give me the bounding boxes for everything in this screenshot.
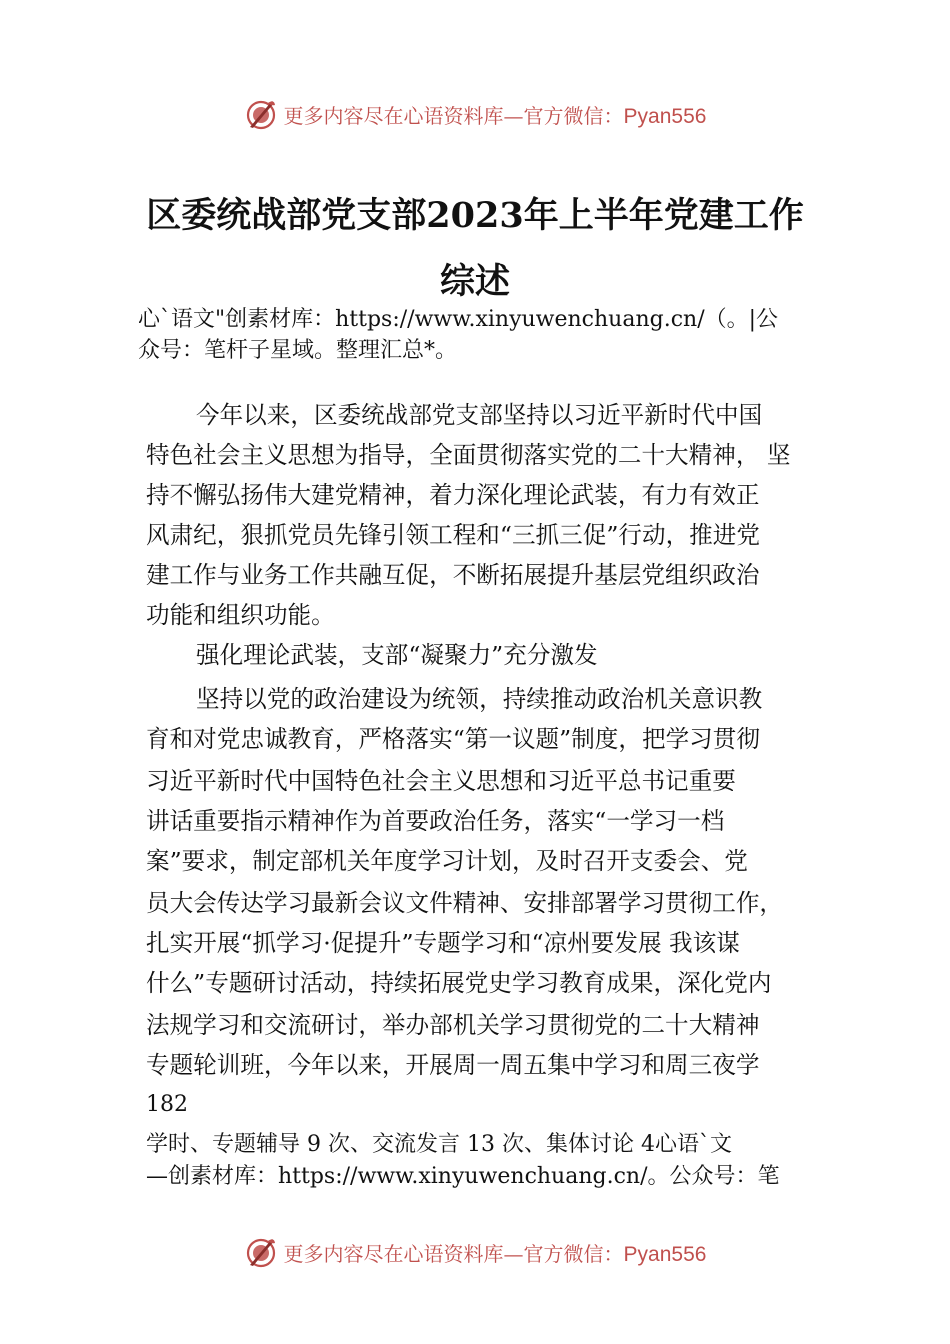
footer-banner — [0, 1232, 950, 1272]
document-title-line-1: 区委统战部党支部2023年上半年党建工作 — [146, 195, 804, 236]
paragraph-line: 今年以来，区委统战部党支部坚持以习近平新时代中国 — [196, 401, 763, 429]
page-number: 182 — [146, 1092, 188, 1117]
paragraph-line: 风肃纪，狠抓党员先锋引领工程和“三抓三促”行动，推进党 — [146, 521, 760, 549]
paragraph-line: 特色社会主义思想为指导，全面贯彻落实党的二十大精神， 坚 — [146, 441, 791, 469]
paragraph-line: 习近平新时代中国特色社会主义思想和习近平总书记重要 — [146, 767, 736, 795]
paragraph-line: 案”要求，制定部机关年度学习计划，及时召开支委会、党 — [146, 847, 748, 875]
document-title-line-2: 综述 — [439, 261, 510, 302]
banner-text: 更多内容尽在心语资料库—官方微信：Pyan556 — [283, 103, 707, 128]
quill-seal-icon — [244, 1235, 278, 1269]
paragraph-line: 扎实开展“抓学习·促提升”专题学习和“凉州要发展 我该谋 — [146, 929, 740, 957]
paragraph-line: 讲话重要指示精神作为首要政治任务，落实“一学习一档 — [146, 807, 725, 835]
paragraph-line: 功能和组织功能。 — [146, 601, 335, 629]
paragraph-line: 法规学习和交流研讨，举办部机关学习贯彻党的二十大精神 — [146, 1011, 760, 1039]
paragraph-line: 什么”专题研讨活动，持续拓展党史学习教育成果，深化党内 — [146, 969, 772, 997]
paragraph-line: 持不懈弘扬伟大建党精神，着力深化理论武装，有力有效正 — [146, 481, 760, 509]
tail-line-1: 学时、专题辅导 9 次、交流发言 13 次、集体讨论 4心语`文 — [146, 1132, 732, 1157]
paragraph-line: 育和对党忠诚教育，严格落实“第一议题”制度，把学习贯彻 — [146, 725, 760, 753]
header-banner — [0, 94, 950, 134]
paragraph-line: 专题轮训班，今年以来，开展周一周五集中学习和周三夜学 — [146, 1051, 760, 1079]
source-note-line-1: 心`语文"创素材库：https://www.xinyuwenchuang.cn/（。|公 — [138, 307, 779, 332]
paragraph-line: 坚持以党的政治建设为统领，持续推动政治机关意识教 — [196, 685, 763, 713]
quill-seal-icon — [244, 97, 278, 131]
tail-line-2: —创素材库：https://www.xinyuwenchuang.cn/。公众号：笔 — [146, 1164, 780, 1189]
paragraph-line: 建工作与业务工作共融互促，不断拓展提升基层党组织政治 — [146, 561, 760, 589]
paragraph-line: 员大会传达学习最新会议文件精神、安排部署学习贯彻工作， — [146, 889, 784, 917]
section-heading: 强化理论武装，支部“凝聚力”充分激发 — [196, 641, 598, 669]
banner-text: 更多内容尽在心语资料库—官方微信：Pyan556 — [283, 1241, 707, 1266]
source-note-line-2: 众号：笔杆子星域。整理汇总*。 — [138, 338, 458, 363]
